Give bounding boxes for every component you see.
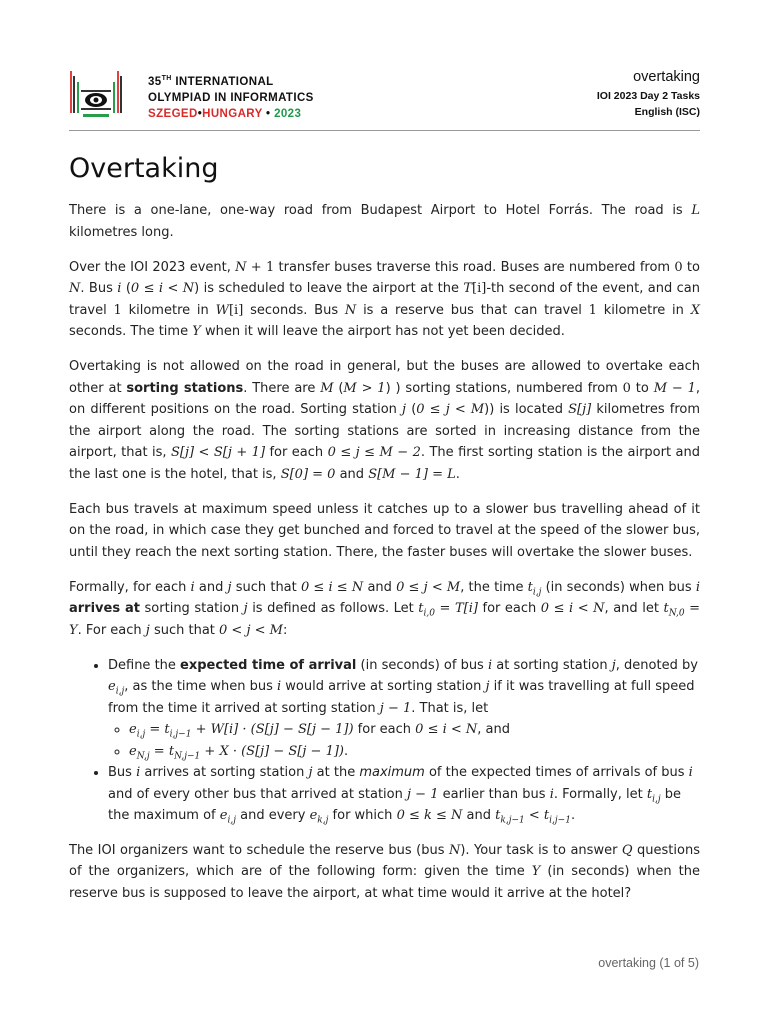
paragraph-task: The IOI organizers want to schedule the reserve bus (bus N). Your task is to answer Q questions of the organizers, which are of the following form: given the time Y (in seconds) when the reserve bus is supposed to leave the airport, at what time would it arrive at the hotel? (69, 842, 700, 901)
list-item: • Define the expected time of arrival (in seconds) of bus i at sorting station j, denoted by $e_{i,j}$, as the time when bus i would arrive at sorting station j if it was travelling at full speed from the time it arrived at sorting station j − 1. That is, let ◦ $e_{i,j} = t_{i,j-1} + W[i] \cdot (S[j] - S[j - 1])$ for each 0 ≤ i < N, and ◦ $e_{N,j} = t_{N,j-1} + X \cdot (S[j] - S[j - 1])$. (108, 655, 700, 763)
statement-body (69, 200, 700, 918)
header-divider (69, 130, 700, 131)
ioi-logo-icon (69, 66, 127, 120)
page-footer: overtaking (1 of 5) (598, 956, 699, 970)
task-name: overtaking (633, 69, 700, 85)
task-info (597, 66, 700, 120)
list-item: ◦ $e_{i,j} = t_{i,j-1} + W[i] \cdot (S[j] - S[j - 1])$ for each 0 ≤ i < N, and (129, 719, 700, 741)
list-item: • Bus i arrives at sorting station j at the maximum of the expected times of arrivals of bus i and of every other bus that arrived at station j − 1 earlier than bus i. Formally, let $t_{i,j}$ be the maximum of $e_{i,j}$ and every $e_{k,j}$ for which 0 ≤ k ≤ N and $t_{k,j-1} < t_{i,j-1}$. (108, 762, 700, 827)
paragraph-formal-definition: Formally, for each i and j such that 0 ≤ i ≤ N and 0 ≤ j < M, the time $t_{i,j}$ (in seconds) when bus i arrives at sorting station j is defined as follows. Let $t_{i,0} = T[i]$ for each 0 ≤ i < N, and let $t_{N,0} = Y$. For each j such that 0 < j < M: (69, 579, 701, 638)
olympiad-line-1: 35TH INTERNATIONAL (148, 75, 274, 88)
formula-list (108, 719, 700, 762)
olympiad-name (148, 71, 314, 122)
task-day: IOI 2023 Day 2 Tasks (596, 90, 700, 102)
page-title: Overtaking (69, 153, 219, 184)
paragraph-road: There is a one-lane, one-way road from Budapest Airport to Hotel Forrás. The road is L kilometres long. (69, 203, 700, 240)
list-item: ◦ $e_{N,j} = t_{N,j-1} + X \cdot (S[j] - S[j - 1])$. (129, 741, 700, 763)
page-header (69, 64, 700, 122)
paragraph-sorting-stations: Overtaking is not allowed on the road in general, but the buses are allowed to overtake each other at sorting stations. There are M (M > 1) ) sorting stations, numbered from 0 to M − 1, on different positions on the road. Sorting station j (0 ≤ j < M)) is located S[j] kilometres from the airport along the road. The sorting stations are sorted in increasing distance from the airport, that is, S[j] < S[j + 1] for each 0 ≤ j ≤ M − 2. The first sorting station is the airport and the last one is the hotel, that is, S[0] = 0 and S[M − 1] = L. (69, 359, 700, 482)
olympiad-line-2: OLYMPIAD IN INFORMATICS (148, 91, 314, 104)
paragraph-buses: Over the IOI 2023 event, N + 1 transfer buses traverse this road. Buses are numbered from 0 to N. Bus i (0 ≤ i < N) is scheduled to leave the airport at the T[i]-th second of the event, and can travel 1 kilometre in W[i] seconds. Bus N is a reserve bus that can travel 1 kilometre in X seconds. The time Y when it will leave the airport has not yet been decided. (69, 259, 700, 339)
paragraph-travel-rules: Each bus travels at maximum speed unless it catches up to a slower bus travelling ahead of it on the road, in which case they get bunched and forced to travel at the speed of the slower bus, until they reach the next sorting station. There, the faster buses will overtake the slower buses. (69, 501, 700, 560)
definition-list (69, 655, 700, 827)
task-language: English (ISC) (634, 106, 700, 118)
olympiad-location: SZEGED•HUNGARY • 2023 (148, 107, 302, 120)
